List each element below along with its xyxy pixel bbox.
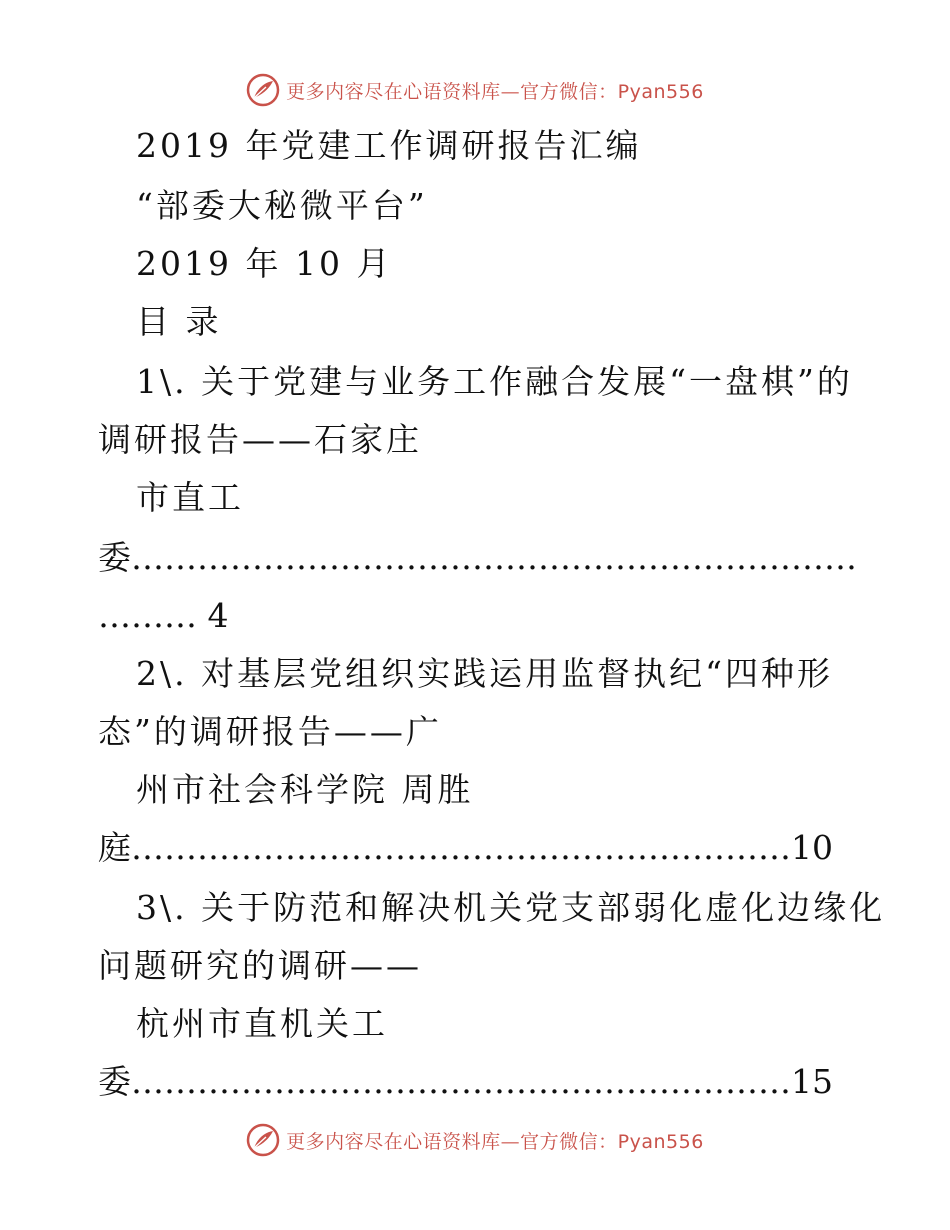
watermark-footer	[0, 1120, 950, 1160]
toc-entry-1-title[interactable]: 1\. 关于党建与业务工作融合发展“一盘棋”的	[136, 362, 853, 401]
feather-logo-icon	[246, 1123, 280, 1157]
toc-heading: 目 录	[136, 302, 222, 341]
watermark-text: 更多内容尽在心语资料库—官方微信：Pyan556	[286, 80, 704, 103]
toc-entry-3-title-cont[interactable]: 问题研究的调研——	[98, 946, 422, 985]
publisher: “部委大秘微平台”	[136, 186, 428, 225]
document-title: 2019 年党建工作调研报告汇编	[136, 126, 642, 165]
toc-entry-2-author[interactable]: 州市社会科学院 周胜	[136, 770, 474, 809]
toc-entry-2-leader[interactable]: 庭……………………………………………………10	[98, 828, 833, 867]
watermark-text: 更多内容尽在心语资料库—官方微信：Pyan556	[286, 1130, 704, 1153]
toc-entry-1-leader[interactable]: 委…………………………………………………………	[98, 538, 857, 577]
toc-entry-2-title[interactable]: 2\. 对基层党组织实践运用监督执纪“四种形	[136, 654, 833, 693]
feather-logo-icon	[246, 73, 280, 107]
toc-entry-3-author[interactable]: 杭州市直机关工	[136, 1004, 388, 1043]
toc-entry-3-leader[interactable]: 委……………………………………………………15	[98, 1062, 833, 1101]
toc-entry-1-page[interactable]: ……… 4	[98, 596, 229, 635]
toc-entry-3-title[interactable]: 3\. 关于防范和解决机关党支部弱化虚化边缘化	[136, 888, 886, 927]
toc-entry-1-title-cont[interactable]: 调研报告——石家庄	[98, 420, 422, 459]
toc-entry-2-title-cont[interactable]: 态”的调研报告——广	[98, 712, 442, 751]
publication-date: 2019 年 10 月	[136, 244, 393, 283]
toc-entry-1-author[interactable]: 市直工	[136, 478, 244, 517]
watermark-header	[0, 70, 950, 110]
